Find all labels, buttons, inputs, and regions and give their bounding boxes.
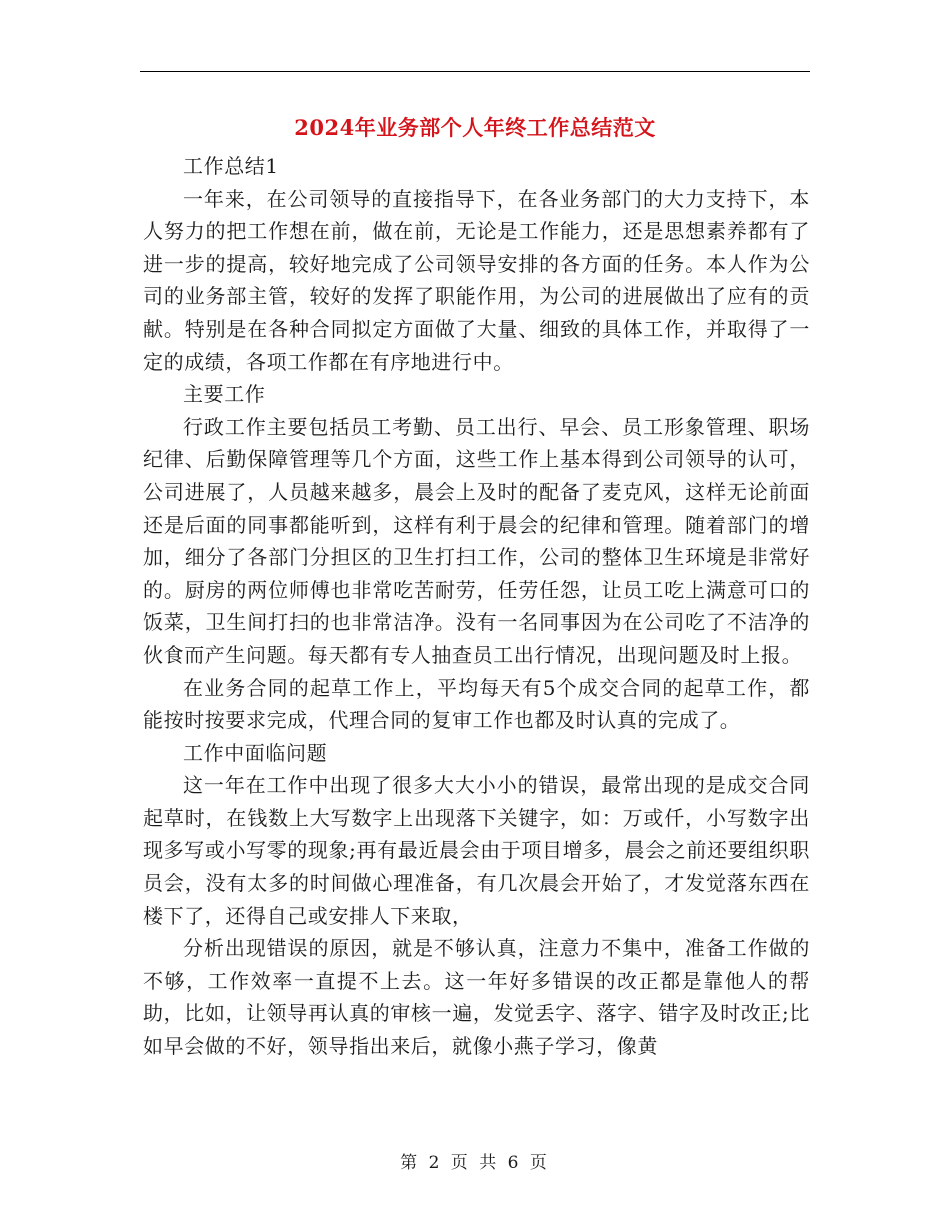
document-body	[143, 150, 810, 1063]
body-paragraph: 分析出现错误的原因，就是不够认真，注意力不集中，准备工作做的不够，工作效率一直提不上去。这一年好多错误的改正都是靠他人的帮助，比如，让领导再认真的审核一遍，发觉丢字、落字、错字及时改正;比如早会做的不好，领导指出来后，就像小燕子学习，像黄	[143, 936, 810, 1059]
body-paragraph: 这一年在工作中出现了很多大大小小的错误，最常出现的是成交合同起草时，在钱数上大写数字上出现落下关键字，如：万或仟，小写数字出现多写或小写零的现象;再有最近晨会由于项目增多，晨会之前还要组织职员会，没有太多的时间做心理准备，有几次晨会开始了，才发觉落东西在楼下了，还得自己或安排人下来取，	[143, 773, 810, 928]
document-title: 2024年业务部个人年终工作总结范文	[294, 115, 656, 140]
page-number-footer: 第 2 页 共 6 页	[400, 1153, 550, 1173]
body-paragraph: 一年来，在公司领导的直接指导下，在各业务部门的大力支持下，本人努力的把工作想在前，做在前，无论是工作能力，还是思想素养都有了进一步的提高，较好地完成了公司领导安排的各方面的任务。本人作为公司的业务部主管，较好的发挥了职能作用，为公司的进展做出了应有的贡献。特别是在各种合同拟定方面做了大量、细致的具体工作，并取得了一定的成绩，各项工作都在有序地进行中。	[143, 186, 810, 374]
header-rule	[140, 71, 810, 72]
section-heading: 工作中面临问题	[183, 740, 328, 765]
section-heading: 工作总结1	[183, 154, 279, 178]
body-paragraph: 在业务合同的起草工作上，平均每天有5个成交合同的起草工作，都能按时按要求完成，代理合同的复审工作也都及时认真的完成了。	[143, 675, 810, 733]
body-paragraph: 行政工作主要包括员工考勤、员工出行、早会、员工形象管理、职场纪律、后勤保障管理等几个方面，这些工作上基本得到公司领导的认可，公司进展了，人员越来越多，晨会上及时的配备了麦克风，这样无论前面还是后面的同事都能听到，这样有利于晨会的纪律和管理。随着部门的增加，细分了各部门分担区的卫生打扫工作，公司的整体卫生环境是非常好的。厨房的两位师傅也非常吃苦耐劳，任劳任怨，让员工吃上满意可口的饭菜，卫生间打扫的也非常洁净。没有一名同事因为在公司吃了不洁净的伙食而产生问题。每天都有专人抽查员工出行情况，出现问题及时上报。	[143, 414, 810, 667]
section-heading: 主要工作	[183, 382, 266, 407]
